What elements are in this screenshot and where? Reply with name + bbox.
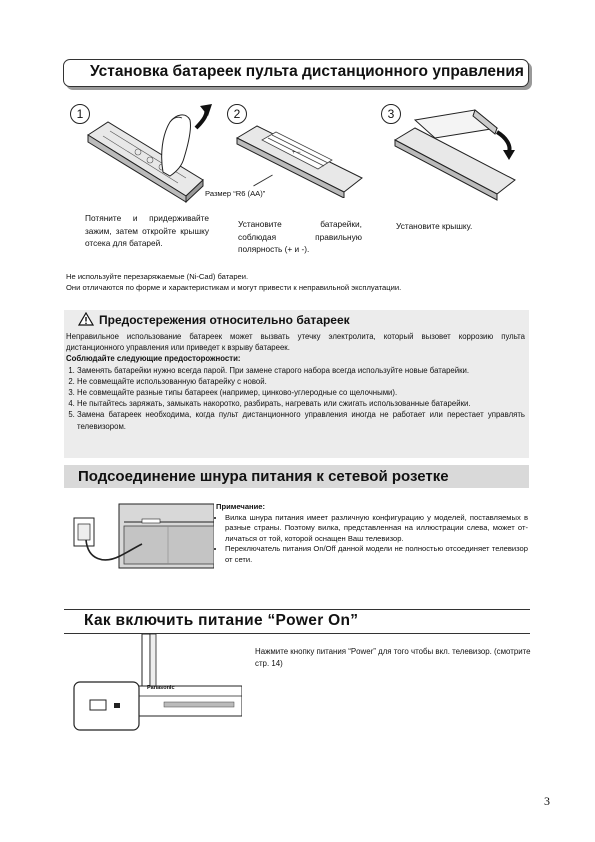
caution-item: 4. Не пытайтесь заряжать, замыкать накоротко, разбирать, нагревать или сжигать использованные батарейки. [77, 398, 525, 409]
note-item: • Переключатель питания On/Off данной модели не полностью отсоединяет телевизор от сети. [225, 544, 528, 565]
note-item: • Вилка шнура питания имеет различную конфигурацию у моделей, поставляемых в разные страны. Поэтому вилка, представленная на иллюстрации слева, может от-личаться от той, которой оснащен Ваш телевизор. [225, 513, 528, 545]
caution-item: 5. Замена батареек необходима, когда пульт дистанционного управления иногда не работает или перестает управлять телевизором. [77, 409, 525, 431]
remote-open-clip-illustration [78, 100, 218, 205]
page-number: 3 [544, 794, 550, 808]
svg-text:+ −: + − [292, 150, 301, 156]
power-on-text: Нажмите кнопку питания “Power” для того чтобы вкл. телевизор. (смотрите стр. 14) [255, 647, 531, 668]
section-title: Установка батареек пульта дистанционного управления [90, 63, 524, 80]
caution-intro: Неправильное использование батареек может вызвать утечку электролита, который вызовет коррозию пульта дистанционного управления или приведет к взрыву батареек. [66, 332, 525, 353]
section-header-power-cord [64, 465, 529, 488]
power-cord-note [216, 502, 528, 566]
power-cord-illustration [64, 500, 214, 572]
battery-size-label: Размер “R6 (AA)” [205, 189, 266, 198]
caution-item: 3. Не совмещайте разные типы батареек (например, цинково-углеродные со щелочными). [77, 387, 525, 398]
section-title-power-on: Как включить питание “Power On” [84, 612, 359, 629]
divider-top [64, 609, 530, 610]
battery-note-line-2: Они отличаются по форме и характеристикам и могут привести к неправильной эксплуатации. [66, 283, 402, 292]
step-number-1: 1 [70, 104, 90, 124]
remote-close-cover-illustration [385, 100, 525, 205]
step-number-3: 3 [381, 104, 401, 124]
section-title: Подсоединение шнура питания к сетевой розетке [78, 468, 449, 485]
battery-note-line-1: Не используйте перезаряжаемые (Ni-Cad) батареи. [66, 272, 249, 281]
step-1-caption: Потяните и придерживайте зажим, затем откройте крышку отсека для батарей. [85, 213, 209, 248]
caution-text [66, 331, 525, 432]
step-number-2: 2 [227, 104, 247, 124]
note-title: Примечание: [216, 502, 266, 511]
caution-title: Предостережения относительно батареек [99, 313, 350, 327]
caution-subtitle: Соблюдайте следующие предосторожности: [66, 354, 241, 364]
section-header-battery [63, 59, 529, 87]
step-3-caption: Установите крышку. [396, 221, 473, 231]
warning-triangle-icon [78, 312, 94, 326]
caution-item: 1. Заменять батарейки нужно всегда парой. При замене старого набора всегда используйте новые батарейки. [77, 365, 525, 376]
step-2-caption: Установите батарейки, соблюдая правильную полярность (+ и -). [238, 219, 362, 254]
caution-item: 2. Не совмещайте использованную батарейку с новой. [77, 376, 525, 387]
tv-brand-logo: Panasonic [147, 685, 175, 691]
